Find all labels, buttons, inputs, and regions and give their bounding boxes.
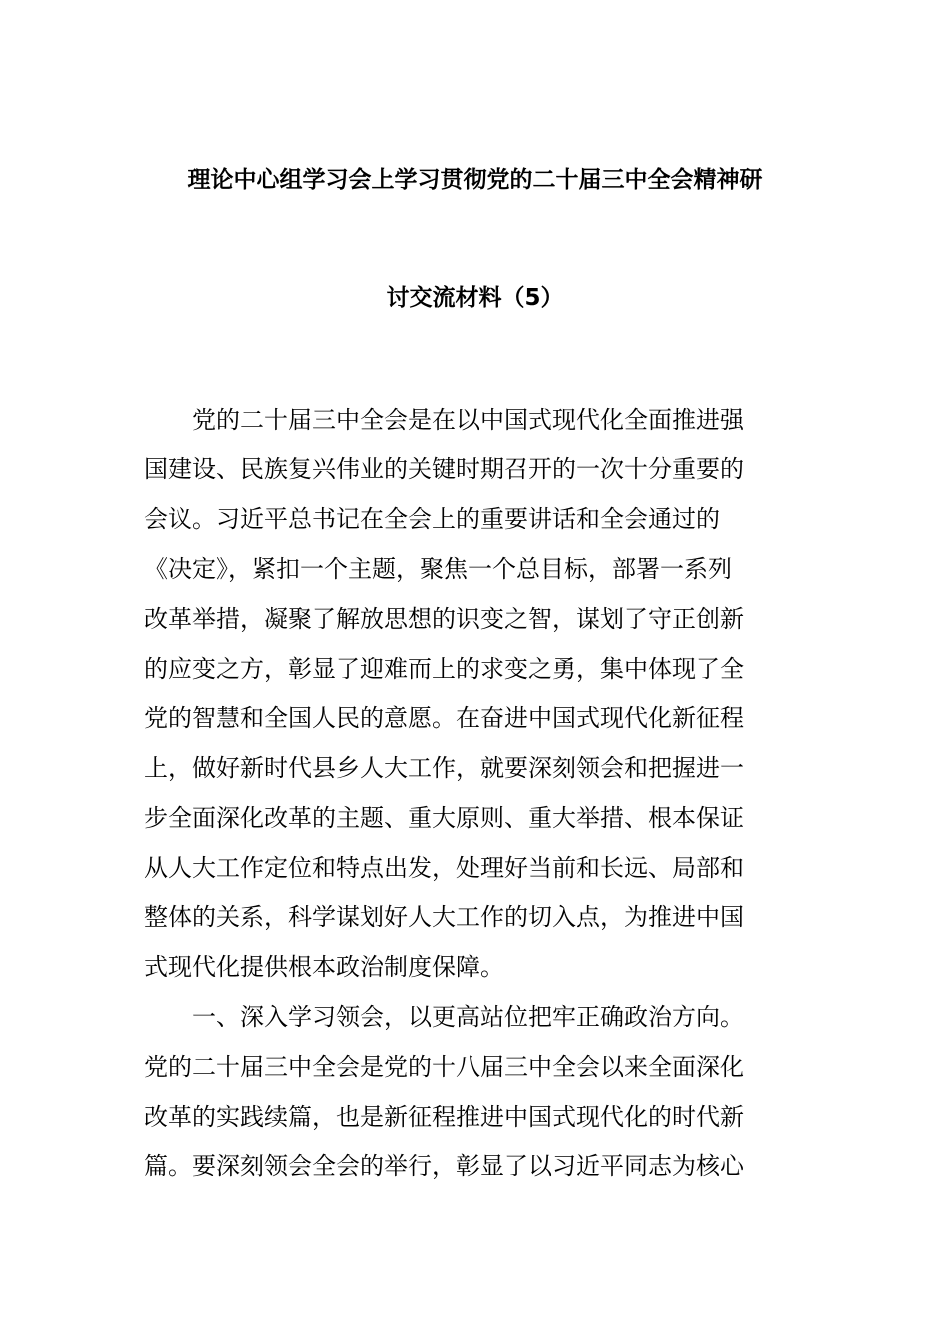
document-title-line-1: 理论中心组学习会上学习贯彻党的二十届三中全会精神研 xyxy=(187,167,763,193)
document-title-line-2: 讨交流材料（5） xyxy=(386,285,564,311)
body-line: 整体的关系，科学谋划好人大工作的切入点，为推进中国 xyxy=(144,903,744,931)
body-line: 改革举措，凝聚了解放思想的识变之智，谋划了守正创新 xyxy=(144,605,744,633)
body-line: 国建设、民族复兴伟业的关键时期召开的一次十分重要的 xyxy=(144,455,744,483)
body-line: 党的二十届三中全会是党的十八届三中全会以来全面深化 xyxy=(144,1053,744,1081)
section-heading-line: 一、深入学习领会，以更高站位把牢正确政治方向。 xyxy=(192,1003,744,1031)
body-line: 篇。要深刻领会全会的举行，彰显了以习近平同志为核心 xyxy=(144,1152,744,1180)
body-line: 步全面深化改革的主题、重大原则、重大举措、根本保证 xyxy=(144,804,744,832)
body-line: 党的智慧和全国人民的意愿。在奋进中国式现代化新征程 xyxy=(144,704,744,732)
body-line: 《决定》，紧扣一个主题，聚焦一个总目标，部署一系列 xyxy=(144,555,732,583)
body-line: 会议。习近平总书记在全会上的重要讲话和全会通过的 xyxy=(144,505,720,533)
body-line: 改革的实践续篇，也是新征程推进中国式现代化的时代新 xyxy=(144,1103,744,1131)
body-line: 上，做好新时代县乡人大工作，就要深刻领会和把握进一 xyxy=(144,754,744,782)
body-line: 从人大工作定位和特点出发，处理好当前和长远、局部和 xyxy=(144,854,744,882)
body-line: 党的二十届三中全会是在以中国式现代化全面推进强 xyxy=(192,406,744,434)
body-line: 式现代化提供根本政治制度保障。 xyxy=(144,953,504,981)
body-line: 的应变之方，彰显了迎难而上的求变之勇，集中体现了全 xyxy=(144,655,744,683)
